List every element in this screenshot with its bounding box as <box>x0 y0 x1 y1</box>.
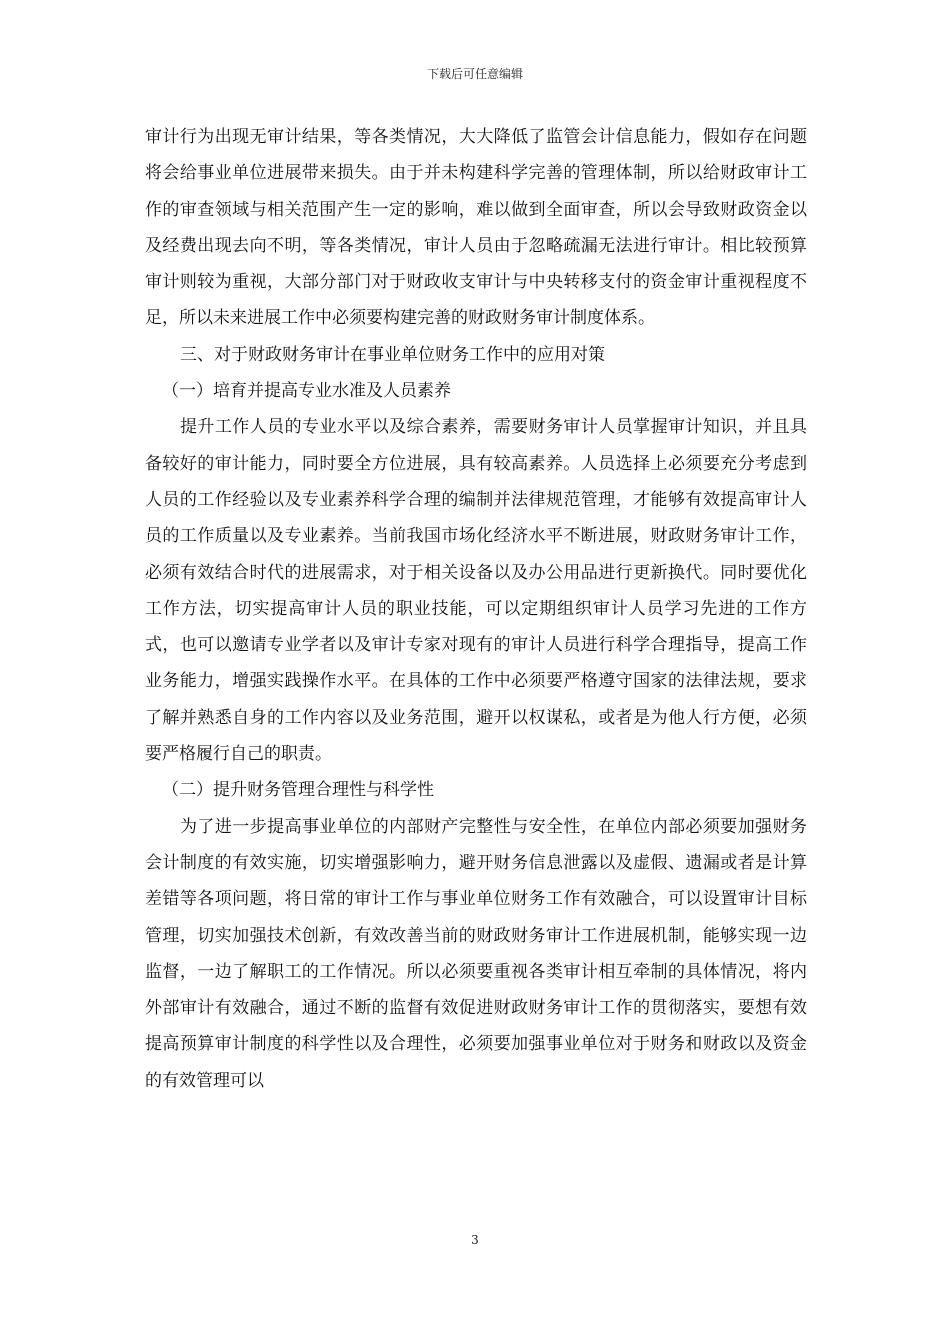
subsection-heading-2: （二）提升财务管理合理性与科学性 <box>162 780 434 801</box>
document-body <box>145 119 807 1099</box>
subsection-heading-1: （一）培育并提高专业水准及人员素养 <box>162 381 451 402</box>
body-paragraph: 提升工作人员的专业水平以及综合素养，需要财务审计人员掌握审计知识，并且具备较好的审计能力，同时要全方位进展，具有较高素养。人员选择上必须要充分考虑到人员的工作经验以及专业素养科学合理的编制并法律规范管理，才能够有效提高审计人员的工作质量以及专业素养。当前我国市场化经济水平不断进展，财政财务审计工作，必须有效结合时代的进展需求，对于相关设备以及办公用品进行更新换代。同时要优化工作方法，切实提高审计人员的职业技能，可以定期组织审计人员学习先进的工作方式，也可以邀请专业学者以及审计专家对现有的审计人员进行科学合理指导，提高工作业务能力，增强实践操作水平。在具体的工作中必须要严格遵守国家的法律法规，要求了解并熟悉自身的工作内容以及业务范围，避开以权谋私，或者是为他人行方便，必须要严格履行自己的职责。 <box>145 417 807 765</box>
body-paragraph-continued: 审计行为出现无审计结果，等各类情况，大大降低了监管会计信息能力，假如存在问题将会给事业单位进展带来损失。由于并未构建科学完善的管理体制，所以给财政审计工作的审查领域与相关范围产生一定的影响，难以做到全面审查，所以会导致财政资金以及经费出现去向不明，等各类情况，审计人员由于忽略疏漏无法进行审计。相比较预算审计则较为重视，大部分部门对于财政收支审计与中央转移支付的资金审计重视程度不足，所以未来进展工作中必须要构建完善的财政财务审计制度体系。 <box>145 127 807 329</box>
section-heading: 三、对于财政财务审计在事业单位财务工作中的应用对策 <box>180 344 605 365</box>
page-number: 3 <box>471 1233 479 1247</box>
body-paragraph: 为了进一步提高事业单位的内部财产完整性与安全性，在单位内部必须要加强财务会计制度的有效实施，切实增强影响力，避开财务信息泄露以及虚假、遗漏或者是计算差错等各项问题，将日常的审计工作与事业单位财务工作有效融合，可以设置审计目标管理，切实加强技术创新，有效改善当前的财政财务审计工作进展机制，能够实现一边监督，一边了解职工的工作情况。所以必须要重视各类审计相互牵制的具体情况，将内外部审计有效融合，通过不断的监督有效促进财政财务审计工作的贯彻落实，要想有效提高预算审计制度的科学性以及合理性，必须要加强事业单位对于财务和财政以及资金的有效管理可以 <box>145 816 807 1091</box>
page-header: 下载后可任意编辑 <box>426 67 523 81</box>
